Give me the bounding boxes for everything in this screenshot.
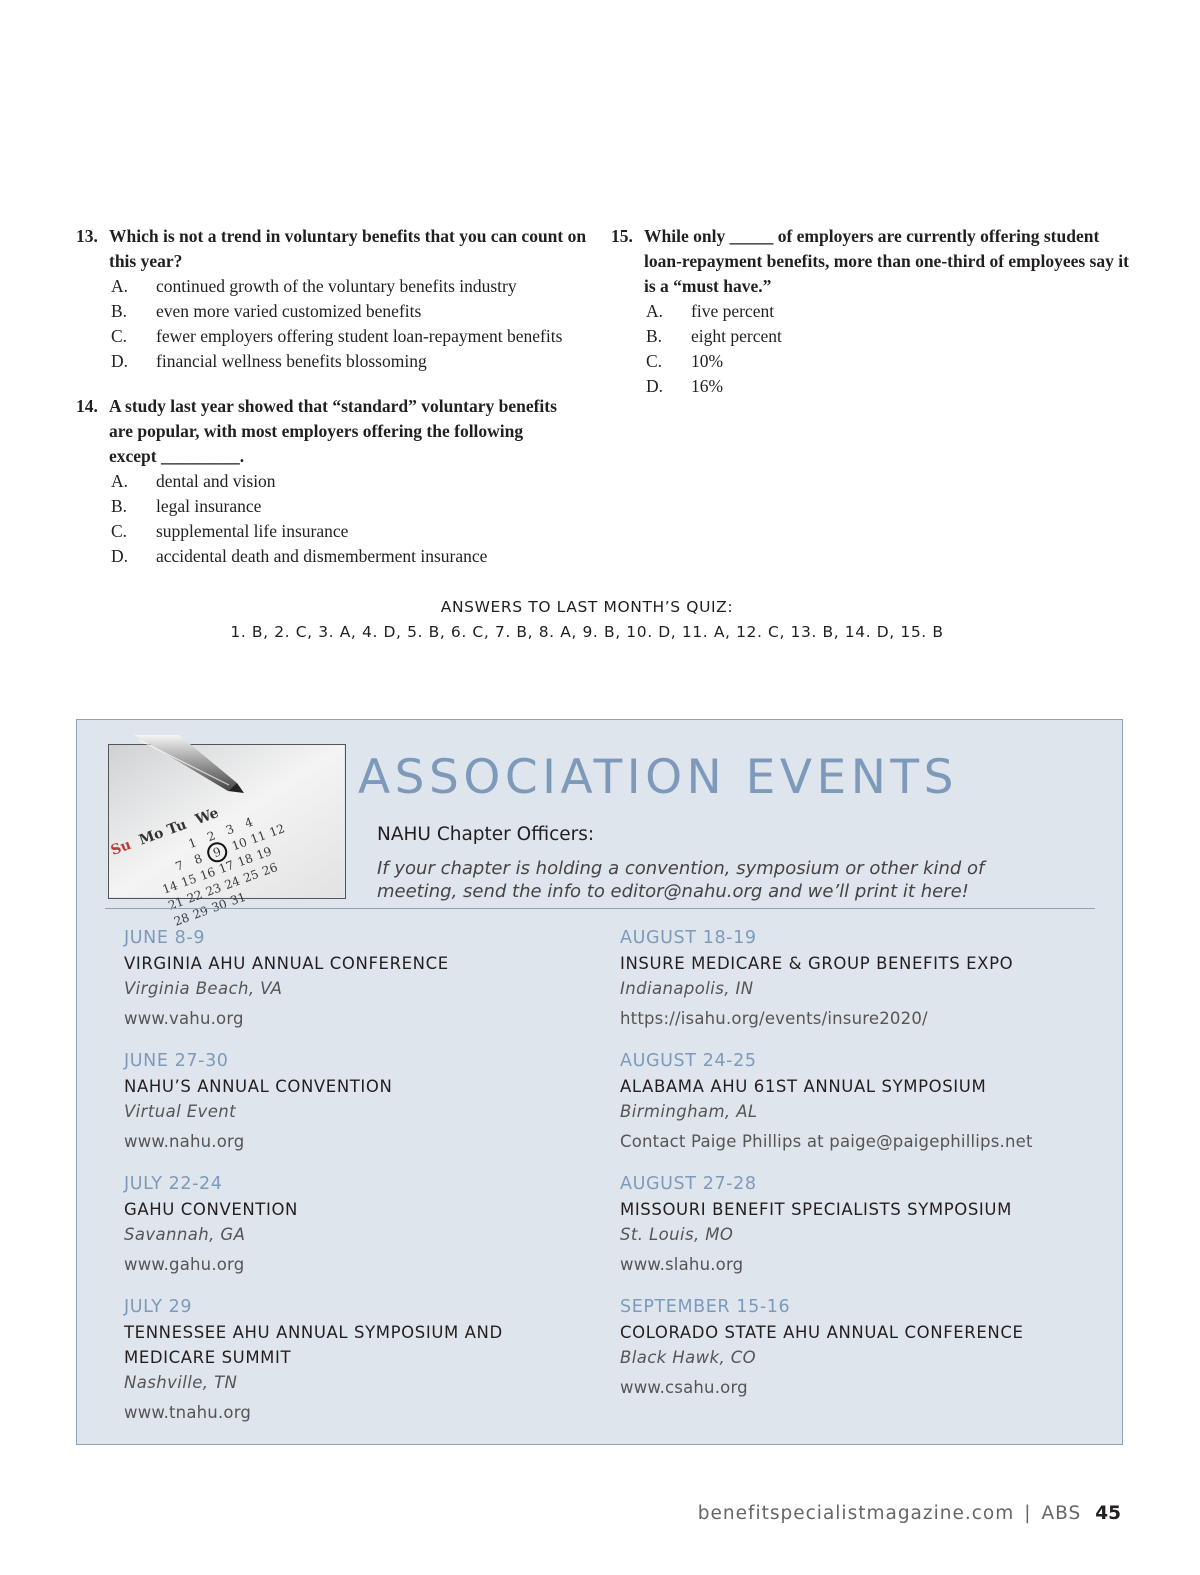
question-13 bbox=[76, 224, 596, 374]
calendar-date: 3 bbox=[224, 821, 237, 838]
calendar-date: 22 bbox=[185, 887, 205, 906]
calendar-date: 25 bbox=[241, 866, 261, 886]
footer-separator: | bbox=[1024, 1503, 1032, 1524]
answers-heading: ANSWERS TO LAST MONTH’S QUIZ: bbox=[440, 598, 734, 616]
option-a bbox=[646, 299, 1131, 324]
option-b bbox=[111, 494, 596, 519]
option-d bbox=[646, 374, 1131, 399]
association-events-box bbox=[76, 719, 1123, 1445]
option-letter: D. bbox=[111, 546, 129, 566]
answers-list: 1. B, 2. C, 3. A, 4. D, 5. B, 6. C, 7. B, 8. A, 9. B, 10. D, 11. A, 12. C, 13. B, 14. D, 15. B bbox=[230, 623, 944, 641]
event-item bbox=[124, 1171, 594, 1277]
question-number: 15. bbox=[611, 226, 633, 246]
option-letter: B. bbox=[646, 326, 663, 346]
officers-note: If your chapter is holding a convention, symposium or other kind of meeting, send the info to editor@nahu.org and we’ll print it here! bbox=[377, 858, 985, 902]
option-text: 16% bbox=[691, 376, 724, 396]
calendar-date: 31 bbox=[228, 889, 248, 909]
option-letter: A. bbox=[646, 301, 664, 321]
option-text: even more varied customized benefits bbox=[156, 301, 422, 321]
option-text: financial wellness benefits blossoming bbox=[156, 351, 427, 371]
option-text: continued growth of the voluntary benefits industry bbox=[156, 276, 517, 296]
calendar-date: 28 bbox=[172, 910, 192, 929]
event-item bbox=[620, 1171, 1090, 1277]
events-left-column bbox=[124, 925, 594, 1442]
events-right-column bbox=[620, 925, 1090, 1417]
question-14 bbox=[76, 394, 596, 569]
option-d bbox=[111, 544, 596, 569]
calendar-day-label: Mo bbox=[136, 825, 166, 849]
event-location: Birmingham, AL bbox=[620, 1102, 758, 1121]
calendar-date: 10 bbox=[229, 834, 250, 854]
option-letter: A. bbox=[111, 471, 129, 491]
calendar-photo bbox=[108, 744, 346, 929]
page-footer bbox=[698, 1503, 1121, 1524]
event-item bbox=[620, 1048, 1090, 1154]
event-location: Nashville, TN bbox=[124, 1373, 238, 1392]
event-name: ALABAMA AHU 61ST ANNUAL SYMPOSIUM bbox=[620, 1077, 987, 1096]
calendar-date: 18 bbox=[235, 850, 255, 870]
option-b bbox=[646, 324, 1131, 349]
event-name: GAHU CONVENTION bbox=[124, 1200, 298, 1219]
divider bbox=[105, 908, 1095, 909]
option-text: fewer employers offering student loan-repayment benefits bbox=[156, 326, 563, 346]
question-text: Which is not a trend in voluntary benefits that you can count on this year? bbox=[109, 226, 587, 271]
option-b bbox=[111, 299, 596, 324]
event-name: NAHU’S ANNUAL CONVENTION bbox=[124, 1077, 393, 1096]
event-date: JUNE 27-30 bbox=[124, 1051, 229, 1071]
option-c bbox=[646, 349, 1131, 374]
calendar-date: 11 bbox=[248, 828, 268, 847]
event-name: MISSOURI BENEFIT SPECIALISTS SYMPOSIUM bbox=[620, 1200, 1012, 1219]
option-c bbox=[111, 519, 596, 544]
event-name: COLORADO STATE AHU ANNUAL CONFERENCE bbox=[620, 1323, 1024, 1342]
footer-website[interactable]: benefitspecialistmagazine.com bbox=[697, 1503, 1015, 1524]
event-name: VIRGINIA AHU ANNUAL CONFERENCE bbox=[124, 954, 449, 973]
option-text: dental and vision bbox=[156, 471, 276, 491]
calendar-day-label: Su bbox=[108, 836, 134, 859]
calendar-date: 17 bbox=[216, 857, 237, 877]
event-link[interactable]: www.tnahu.org bbox=[124, 1403, 252, 1422]
event-link[interactable]: www.slahu.org bbox=[620, 1255, 744, 1274]
event-location: St. Louis, MO bbox=[620, 1225, 734, 1244]
answer-options bbox=[111, 274, 596, 374]
calendar-day-label: Tu bbox=[165, 816, 189, 839]
event-location: Black Hawk, CO bbox=[620, 1348, 757, 1367]
quiz-left-column bbox=[76, 224, 596, 589]
event-item bbox=[124, 1294, 594, 1425]
event-link[interactable]: www.gahu.org bbox=[124, 1255, 245, 1274]
calendar-date: 19 bbox=[254, 844, 274, 863]
option-a bbox=[111, 274, 596, 299]
option-text: five percent bbox=[691, 301, 775, 321]
calendar-date: 15 bbox=[179, 871, 199, 890]
event-date: JULY 29 bbox=[124, 1297, 193, 1317]
event-link[interactable]: https://isahu.org/events/insure2020/ bbox=[620, 1009, 928, 1028]
question-number: 14. bbox=[76, 396, 98, 416]
answer-options bbox=[111, 469, 596, 569]
calendar-date: 16 bbox=[198, 864, 218, 884]
event-item bbox=[124, 925, 594, 1031]
quiz-right-column bbox=[611, 224, 1131, 419]
officers-heading: NAHU Chapter Officers: bbox=[377, 824, 595, 845]
option-letter: A. bbox=[111, 276, 129, 296]
option-a bbox=[111, 469, 596, 494]
calendar-date: 29 bbox=[190, 903, 211, 922]
option-letter: B. bbox=[111, 301, 128, 321]
event-name: INSURE MEDICARE & GROUP BENEFITS EXPO bbox=[620, 954, 1014, 973]
option-letter: C. bbox=[111, 521, 128, 541]
event-date: JULY 22-24 bbox=[124, 1174, 223, 1194]
option-text: legal insurance bbox=[156, 496, 262, 516]
calendar-date: 30 bbox=[209, 896, 229, 915]
calendar-pen-illustration bbox=[108, 745, 344, 929]
calendar-date: 9 bbox=[211, 844, 224, 861]
event-date: AUGUST 18-19 bbox=[620, 928, 757, 948]
option-letter: C. bbox=[111, 326, 128, 346]
calendar-date: 2 bbox=[205, 828, 218, 845]
event-date: AUGUST 24-25 bbox=[620, 1051, 757, 1071]
calendar-date: 7 bbox=[173, 858, 186, 874]
event-item bbox=[124, 1048, 594, 1154]
event-link[interactable]: www.nahu.org bbox=[124, 1132, 245, 1151]
event-location: Savannah, GA bbox=[124, 1225, 246, 1244]
calendar-date: 8 bbox=[192, 851, 205, 868]
option-text: 10% bbox=[691, 351, 724, 371]
question-text: While only _____ of employers are currently offering student loan-repayment benefits, more than one-third of employees say it is a “must have.” bbox=[644, 226, 1129, 296]
footer-magazine: ABS bbox=[1041, 1503, 1082, 1524]
event-link[interactable]: Contact Paige Phillips at paige@paigephillips.net bbox=[620, 1132, 1033, 1151]
option-letter: D. bbox=[646, 376, 664, 396]
option-letter: C. bbox=[646, 351, 663, 371]
calendar-date: 21 bbox=[166, 894, 186, 913]
option-letter: B. bbox=[111, 496, 128, 516]
calendar-date: 14 bbox=[160, 878, 180, 897]
option-text: accidental death and dismemberment insurance bbox=[156, 546, 488, 566]
event-item bbox=[620, 1294, 1090, 1400]
event-date: JUNE 8-9 bbox=[124, 928, 206, 948]
page-number: 45 bbox=[1095, 1503, 1121, 1524]
calendar-day-label: We bbox=[193, 805, 221, 829]
question-number: 13. bbox=[76, 226, 98, 246]
event-location: Virtual Event bbox=[124, 1102, 236, 1121]
event-item bbox=[620, 925, 1090, 1031]
event-link[interactable]: www.vahu.org bbox=[124, 1009, 244, 1028]
calendar-date: 24 bbox=[222, 873, 242, 893]
calendar-date: 26 bbox=[260, 860, 280, 879]
calendar-date: 1 bbox=[186, 835, 199, 852]
events-title: ASSOCIATION EVENTS bbox=[358, 750, 958, 805]
option-c bbox=[111, 324, 596, 349]
event-date: SEPTEMBER 15-16 bbox=[620, 1297, 791, 1317]
option-d bbox=[111, 349, 596, 374]
event-link[interactable]: www.csahu.org bbox=[620, 1378, 748, 1397]
calendar-date: 4 bbox=[242, 814, 255, 831]
option-text: eight percent bbox=[691, 326, 782, 346]
answer-options bbox=[646, 299, 1131, 399]
question-text: A study last year showed that “standard” voluntary benefits are popular, with most employers offering the following except _________. bbox=[109, 396, 557, 466]
option-text: supplemental life insurance bbox=[156, 521, 349, 541]
quiz-answers bbox=[0, 595, 1174, 645]
event-location: Indianapolis, IN bbox=[620, 979, 754, 998]
option-letter: D. bbox=[111, 351, 129, 371]
calendar-date: 23 bbox=[203, 880, 224, 899]
calendar-date: 12 bbox=[267, 821, 287, 840]
event-date: AUGUST 27-28 bbox=[620, 1174, 757, 1194]
event-name: TENNESSEE AHU ANNUAL SYMPOSIUM AND MEDICARE SUMMIT bbox=[124, 1323, 503, 1367]
event-location: Virginia Beach, VA bbox=[124, 979, 283, 998]
question-15 bbox=[611, 224, 1131, 399]
